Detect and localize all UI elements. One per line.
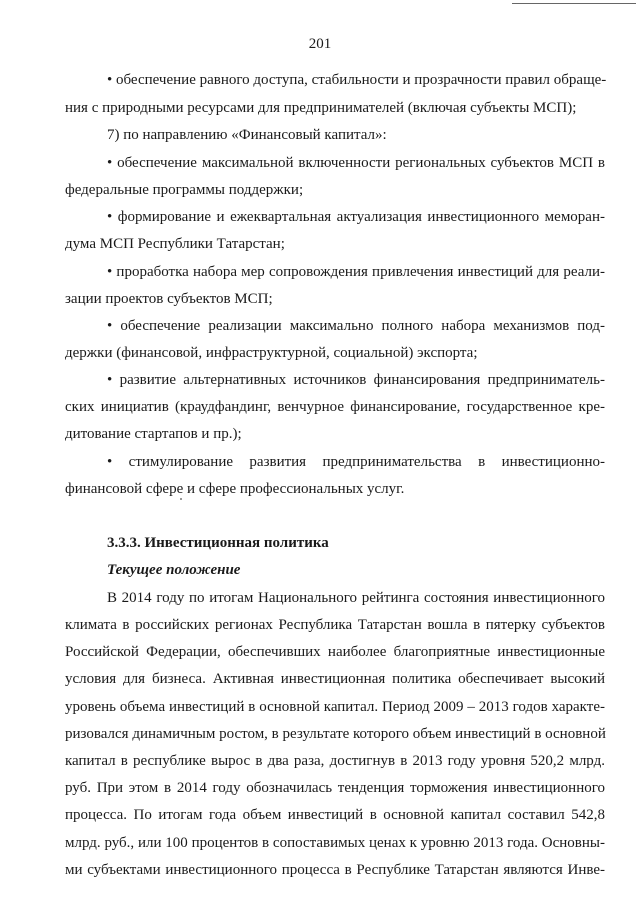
text-line: • обеспечение реализации максимально полного набора механизмов под- <box>107 318 605 334</box>
text-line: ния с природными ресурсами для предпринимателей (включая субъекты МСП); <box>65 100 577 116</box>
text-line: • формирование и ежеквартальная актуализация инвестиционного меморан- <box>107 209 605 225</box>
text-line: держки (финансовой, инфраструктурной, социальной) экспорта; <box>65 345 478 361</box>
text-line: • стимулирование развития предпринимательства в инвестиционно- <box>107 454 605 470</box>
text-line: руб. При этом в 2014 году обозначилась тенденция торможения инвестиционного <box>65 780 605 796</box>
text-line: зации проектов субъектов МСП; <box>65 291 273 307</box>
text-line: • обеспечение максимальной включенности региональных субъектов МСП в <box>107 155 605 171</box>
text-line: В 2014 году по итогам Национального рейтинга состояния инвестиционного <box>107 590 605 606</box>
text-line: условия для бизнеса. Активная инвестиционная политика обеспечивает высокий <box>65 671 605 687</box>
text-line: • развитие альтернативных источников финансирования предприниматель- <box>107 372 605 388</box>
text-line: ских инициатив (краудфандинг, венчурное финансирование, государственное кре- <box>65 399 605 415</box>
text-line: • проработка набора мер сопровождения привлечения инвестиций для реали- <box>107 264 605 280</box>
text-line: млрд. руб., или 100 процентов в сопоставимых ценах к уровню 2013 года. Основны- <box>65 835 605 851</box>
text-line: процесса. По итогам года объем инвестиций в основной капитал составил 542,8 <box>65 807 605 823</box>
page-number: 201 <box>308 36 332 52</box>
text-line: • обеспечение равного доступа, стабильности и прозрачности правил обраще- <box>107 72 607 88</box>
text-line: федеральные программы поддержки; <box>65 182 304 198</box>
text-line: 7) по направлению «Финансовый капитал»: <box>107 127 387 143</box>
top-rule <box>512 3 636 4</box>
text-line: климата в российских регионах Республика Татарстан вошла в пятерку субъектов <box>65 617 605 633</box>
text-line: капитал в республике вырос в два раза, достигнув в 2013 году уровня 520,2 млрд. <box>65 753 605 769</box>
scan-speck <box>180 498 182 500</box>
section-heading: 3.3.3. Инвестиционная политика <box>107 535 329 551</box>
text-line: дитование стартапов и пр.); <box>65 426 242 442</box>
text-line: Российской Федерации, обеспечивших наиболее благоприятные инвестиционные <box>65 644 605 660</box>
subsection-heading: Текущее положение <box>107 562 241 578</box>
text-line: финансовой сфере и сфере профессиональных услуг. <box>65 481 405 497</box>
text-line: ми субъектами инвестиционного процесса в Республике Татарстан являются Инве- <box>65 862 605 878</box>
text-line: уровень объема инвестиций в основной капитал. Период 2009 – 2013 годов характе- <box>65 699 605 715</box>
text-line: ризовался динамичным ростом, в результате которого объем инвестиций в основной <box>65 726 606 742</box>
text-line: дума МСП Республики Татарстан; <box>65 236 285 252</box>
